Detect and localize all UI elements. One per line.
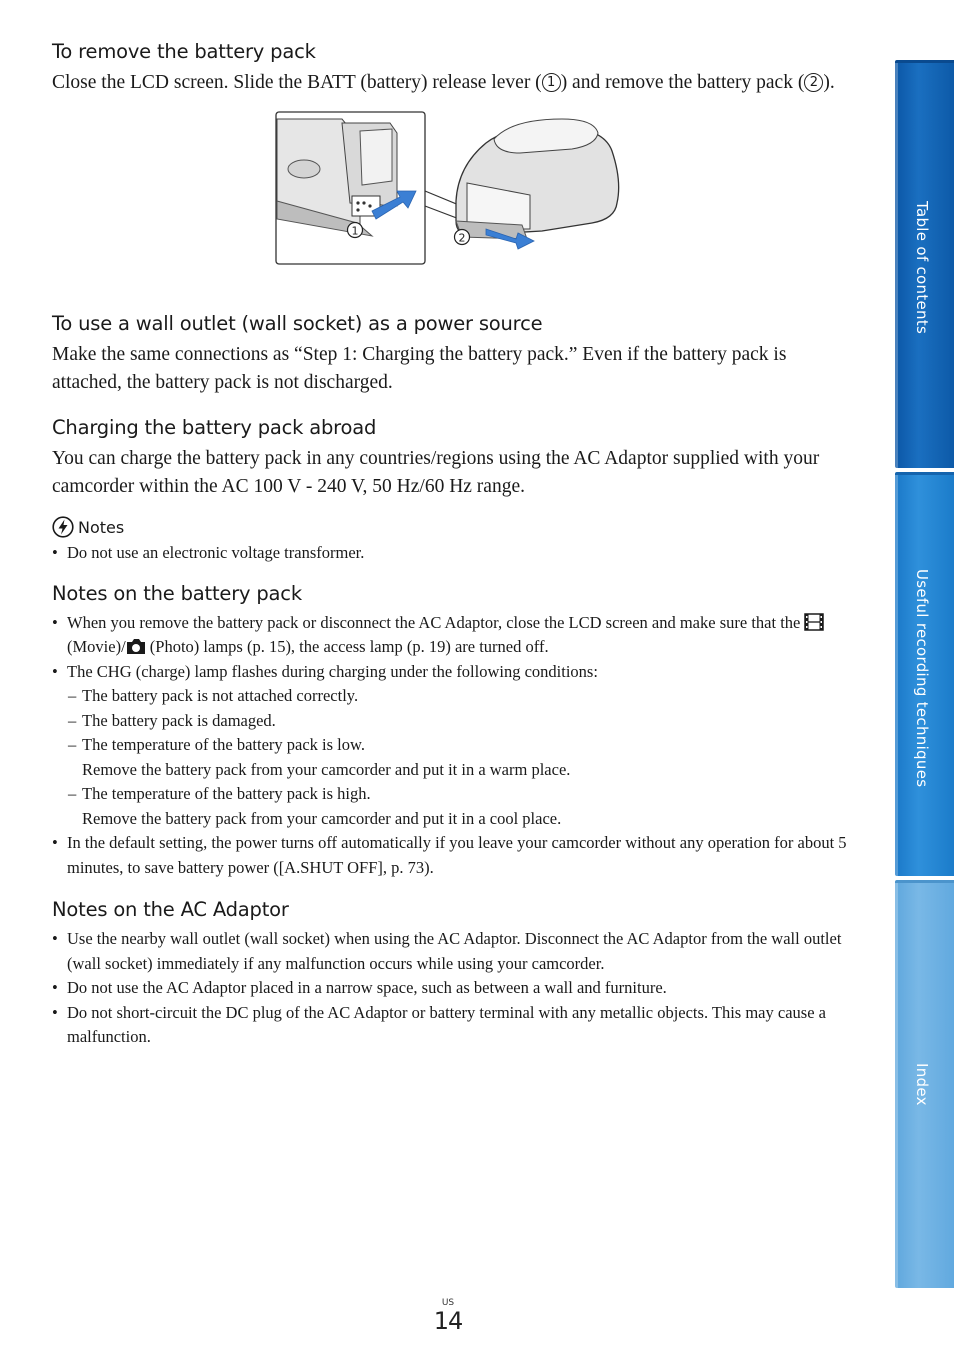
- notes-list: [52, 541, 852, 566]
- wall-outlet-text: Make the same connections as “Step 1: Charging the battery pack.” Even if the battery pack is attached, the battery pack is not discharged.: [52, 344, 787, 393]
- page-number: 14: [433, 1307, 463, 1335]
- list-item: • The CHG (charge) lamp flashes during charging under the following conditions:: [52, 661, 598, 681]
- condition-item: – The battery pack is damaged.: [68, 710, 276, 730]
- section-heading-remove-battery: To remove the battery pack: [52, 40, 316, 63]
- svg-text:1: 1: [351, 224, 359, 238]
- section-heading-ac-adaptor-notes: Notes on the AC Adaptor: [52, 898, 289, 921]
- tab-index[interactable]: [895, 880, 954, 1288]
- condition-detail: Remove the battery pack from your camcorder and put it in a cool place.: [82, 808, 562, 828]
- region-code: US: [441, 1298, 455, 1308]
- list-item: [52, 684, 852, 831]
- svg-text:2: 2: [458, 231, 466, 245]
- list-item: • Do not use an electronic voltage transformer.: [52, 543, 365, 562]
- list-item: • Do not short-circuit the DC plug of the AC Adaptor or battery terminal with any metallic objects. This may cause a malfunction.: [52, 1002, 826, 1046]
- camera-icon: [126, 638, 146, 655]
- list-item: • Use the nearby wall outlet (wall socket) when using the AC Adaptor. Disconnect the AC Adaptor from the wall outlet (wall socket) immediately if any malfunction occurs while using your camcorder.: [52, 929, 842, 973]
- circled-2-marker: 2: [804, 73, 823, 92]
- battery-removal-illustration: [52, 111, 852, 283]
- caution-icon: [52, 516, 74, 538]
- page-number-block: [433, 1298, 463, 1334]
- section-heading-battery-notes: Notes on the battery pack: [52, 581, 302, 605]
- battery-removal-figure: [272, 111, 622, 267]
- condition-item: – The battery pack is not attached correctly.: [68, 686, 359, 705]
- tab-table-of-contents[interactable]: [895, 60, 954, 468]
- list-item: • Do not use the AC Adaptor placed in a narrow space, such as between a wall and furniture.: [52, 978, 667, 997]
- section-heading-charging-abroad: Charging the battery pack abroad: [52, 416, 377, 439]
- battery-notes-list: [52, 611, 852, 881]
- list-item: • In the default setting, the power turns off automatically if you leave your camcorder without any operation for about 5 minutes, to save battery power ([A.SHUT OFF], p. 73).: [52, 833, 847, 877]
- tab-label: Index: [913, 1063, 931, 1106]
- tab-label: Table of contents: [913, 201, 931, 335]
- movie-icon: [804, 613, 824, 631]
- condition-item: – The temperature of the battery pack is low.: [68, 735, 365, 754]
- section-heading-wall-outlet: To use a wall outlet (wall socket) as a power source: [52, 312, 543, 335]
- charging-abroad-text: You can charge the battery pack in any countries/regions using the AC Adaptor supplied with your camcorder within the AC 100 V - 240 V, 50 Hz/60 Hz range.: [52, 448, 820, 497]
- list-item: • When you remove the battery pack or disconnect the AC Adaptor, close the LCD screen and make sure that the (Movie)/ (Photo) lamps (p. 15), the access lamp (p. 19) are turned off.: [52, 611, 852, 660]
- condition-item: – The temperature of the battery pack is high.: [68, 784, 371, 803]
- notes-label: Notes: [78, 517, 125, 537]
- notes-header: [52, 515, 852, 539]
- tab-label: Useful recording techniques: [913, 569, 931, 788]
- tab-useful-recording-techniques[interactable]: [895, 472, 954, 876]
- page-content: [52, 38, 852, 1050]
- condition-detail: Remove the battery pack from your camcorder and put it in a warm place.: [82, 759, 571, 779]
- remove-battery-text: Close the LCD screen. Slide the BATT (battery) release lever ( 1 ) and remove the battery pack ( 2 ).: [52, 72, 835, 93]
- ac-adaptor-notes-list: [52, 927, 852, 1050]
- circled-1-marker: 1: [542, 73, 561, 92]
